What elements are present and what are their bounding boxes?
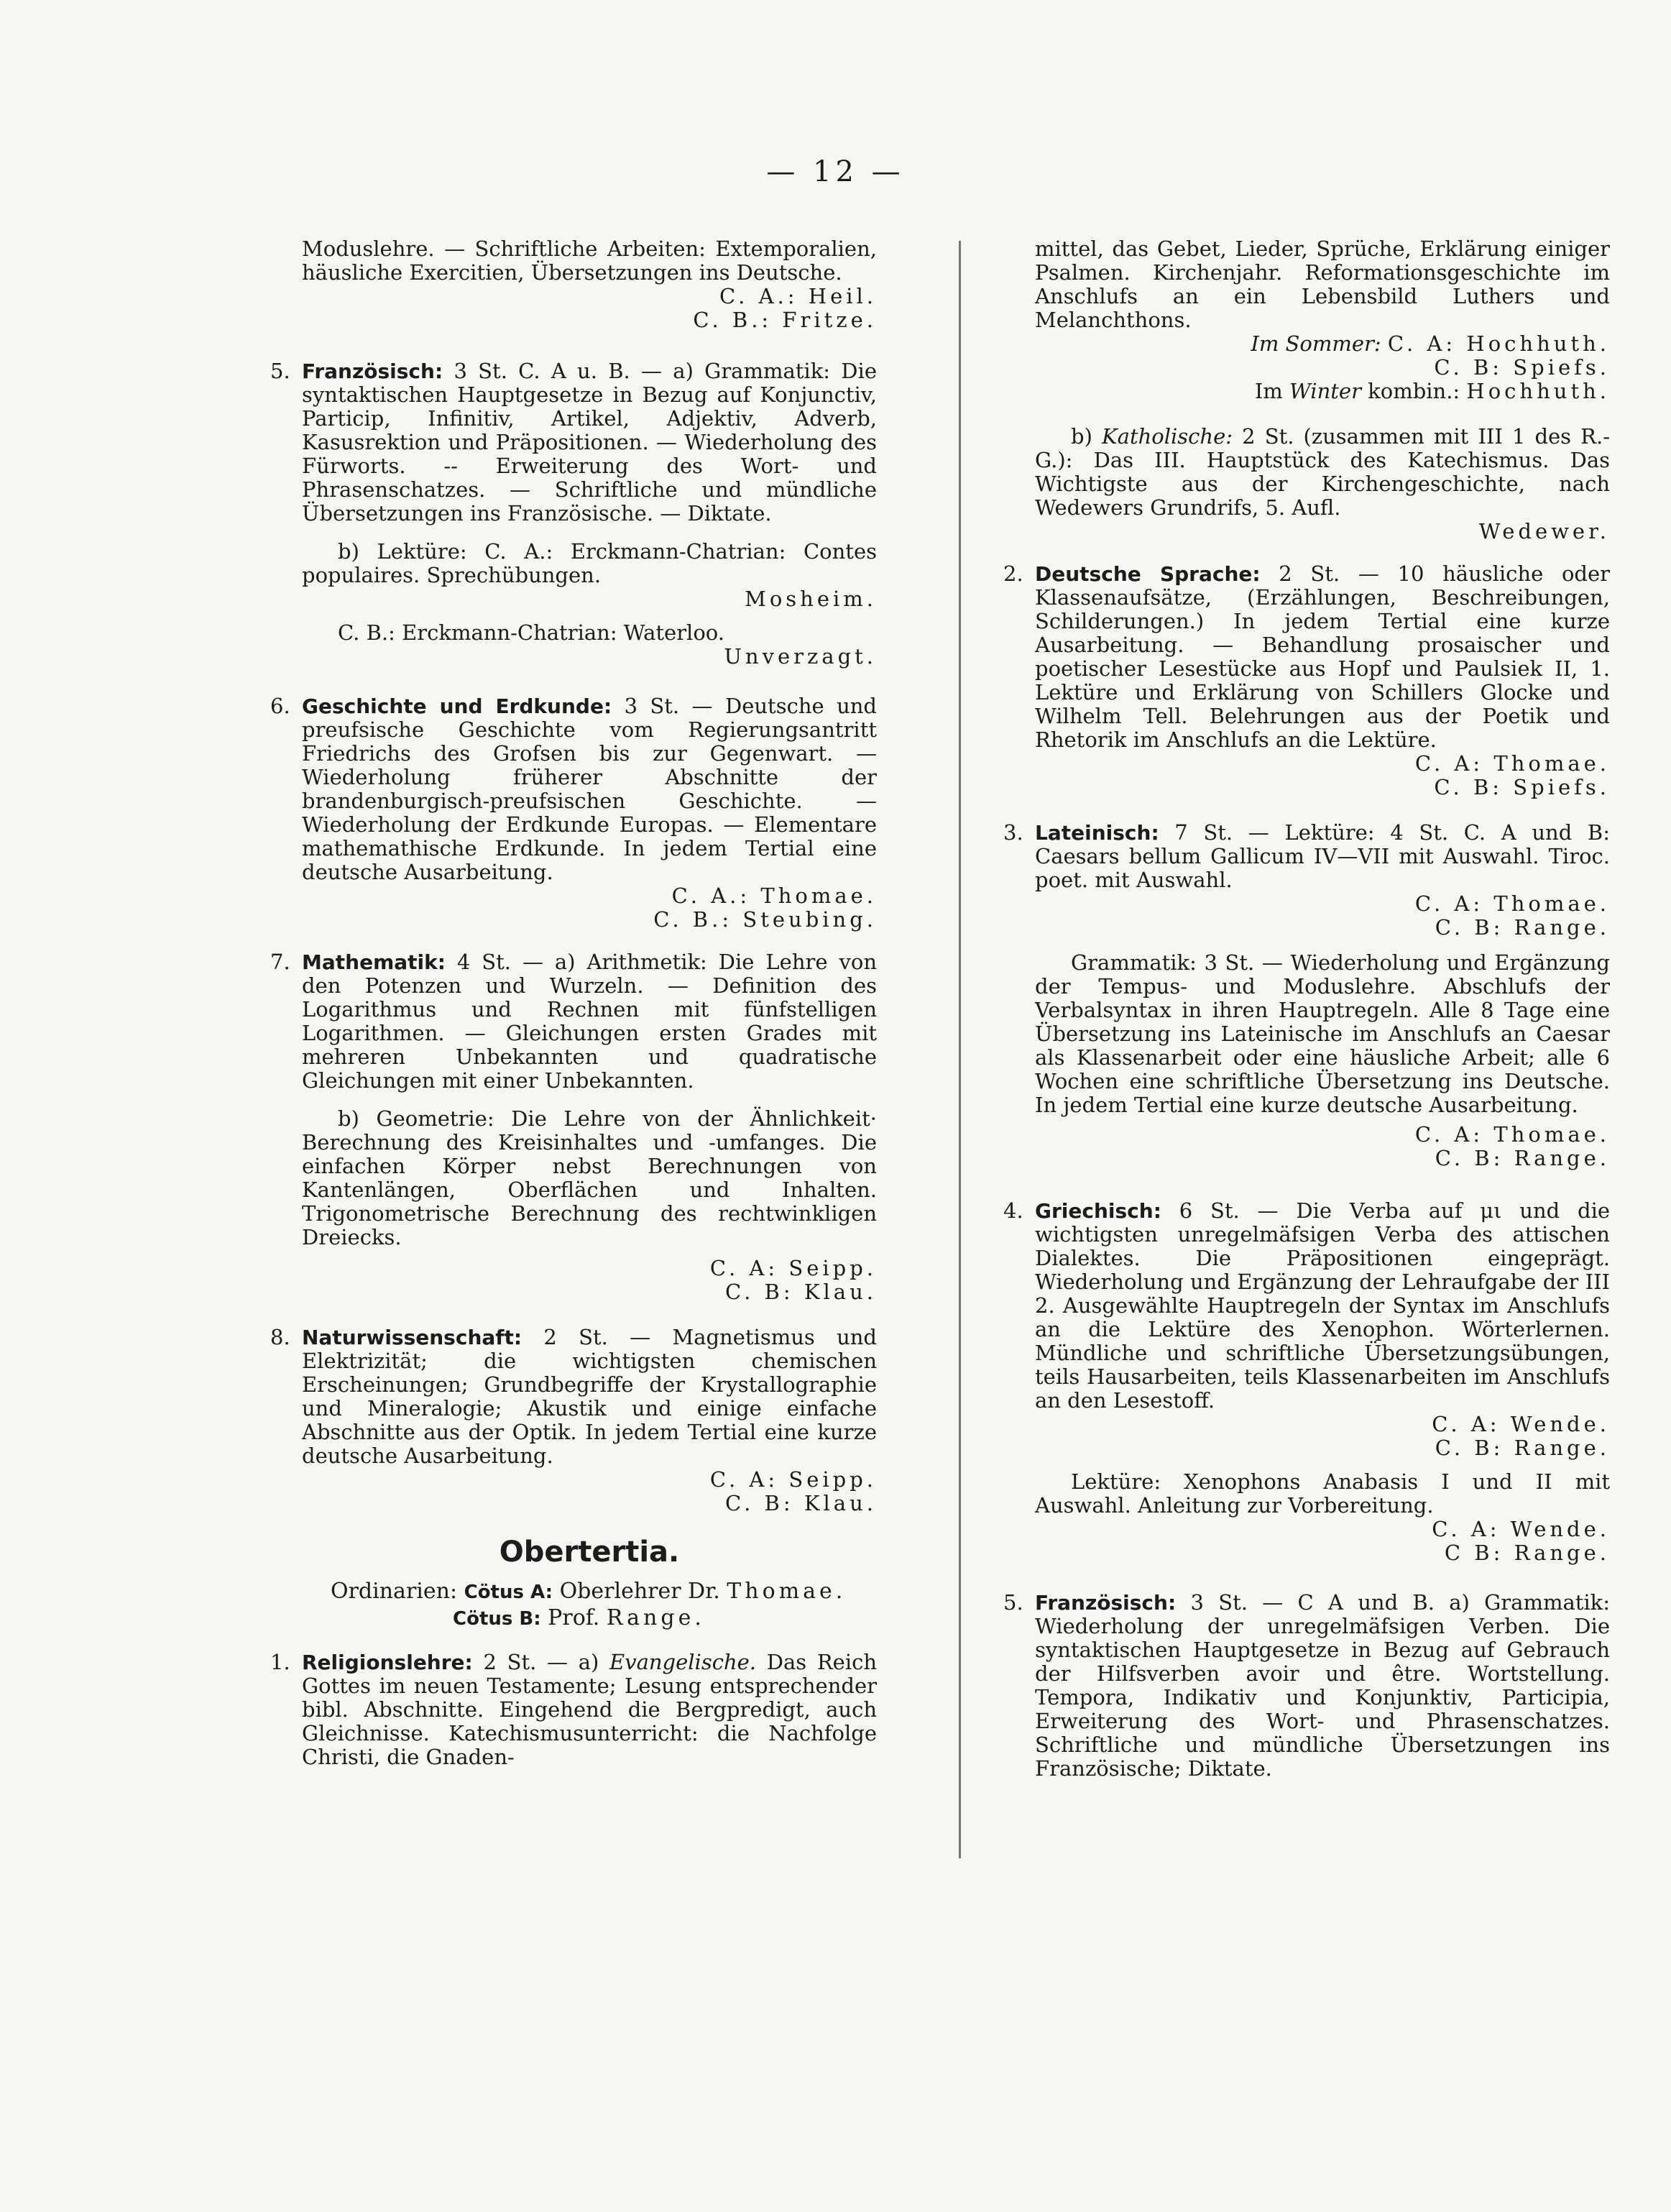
subject-title: Geschichte und Erdkunde: xyxy=(302,694,612,718)
ordinarien-text: Oberlehrer Dr. xyxy=(559,1579,720,1604)
subject-text: b) Lektüre: C. A.: Erckmann-Chatrian: Contes populaires. Sprechübungen. xyxy=(302,539,877,587)
subject-griechisch xyxy=(1003,1198,1611,1565)
teacher: C. A: Thomae. xyxy=(1414,1122,1610,1147)
term-text: kombin.: xyxy=(1368,379,1460,403)
subject-mathematik xyxy=(270,950,877,1304)
right-column xyxy=(1003,237,1611,1781)
item-number: 1. xyxy=(270,1650,290,1674)
item-number: 5. xyxy=(270,359,290,383)
subject-text: b) xyxy=(1071,424,1092,449)
teacher: C. A.: Heil. xyxy=(719,284,877,308)
page-number: — 12 — xyxy=(766,155,905,188)
teacher: C. B: Klau. xyxy=(724,1491,877,1515)
subject-text: Lektüre: Xenophons Anabasis I und II mit Auswahl. Anleitung zur Vorbereitung. xyxy=(1035,1469,1610,1518)
section-heading: Obertertia. xyxy=(499,1536,680,1569)
subject-naturwissenschaft xyxy=(270,1325,877,1515)
item-number: 7. xyxy=(270,950,290,974)
continuation-text: Moduslehre. — Schriftliche Arbeiten: Extemporalien, häusliche Exercitien, Übersetzungen ins Deutsche. xyxy=(302,237,877,285)
subject-text: Das Reich Gottes im neuen Testamente; Lesung entsprechender bibl. Abschnitte. Eingehend die Bergpredigt, auch Gleichnisse. Katechismusunterricht: die Nachfolge Christi, die Gnaden- xyxy=(302,1650,878,1769)
left-column xyxy=(270,237,878,1769)
subject-geschichte xyxy=(270,694,877,932)
cotus-b-label: Cötus B: xyxy=(453,1608,541,1630)
item-number: 3. xyxy=(1003,820,1023,845)
teacher: C. B: Spiefs. xyxy=(1434,775,1610,799)
subject-title: Französisch: xyxy=(302,359,443,383)
teacher: C. A: Thomae. xyxy=(1414,751,1610,776)
subject-deutsch xyxy=(1003,561,1611,799)
subject-text: 6 St. — Die Verba auf μι und die wichtigsten unregelmäfsigen Verba des attischen Dialektes. Die Präpositionen eingeprägt. Wiederholung und Ergänzung der Lehraufgabe der III 2. Ausgewählte Hauptregeln der Syntax im Anschlufs an die Lektüre des Xenophon. Wörterlernen. Mündliche und schriftliche Übersetzungsübungen, teils Hausarbeiten, teils Klassenarbeiten im Anschlufs an den Lesestoff. xyxy=(1035,1198,1611,1413)
teacher: C. A: Seipp. xyxy=(709,1256,877,1280)
subject-title: Französisch: xyxy=(1035,1591,1177,1615)
subject-text: 3 St. C. A u. B. — a) Grammatik: Die syntaktischen Hauptgesetze in Bezug auf Konjunctiv, Particip, Infinitiv, Artikel, Adjektiv, Adverb, Kasusrektion und Präpositionen. — Wiederholung des Fürworts. -- Erweiterung des Wort- und Phrasenschatzes. — Schriftliche und mündliche Übersetzungen ins Französische. — Diktate. xyxy=(302,359,877,526)
teacher: Wedewer. xyxy=(1478,519,1610,543)
item-number: 8. xyxy=(270,1325,290,1349)
subject-franzoesisch xyxy=(270,359,877,669)
subject-text: 2 St. (zusammen mit III 1 des R.-G.): Das III. Hauptstück des Katechismus. Das Wichtigste aus der Kirchengeschichte, nach Wedewers Grundrifs, 5. Aufl. xyxy=(1035,424,1611,520)
subject-text: C. B.: Erckmann-Chatrian: Waterloo. xyxy=(338,620,724,645)
item-number: 4. xyxy=(1003,1198,1023,1223)
subject-lateinisch xyxy=(1003,820,1610,1170)
subject-franzoesisch-obertertia xyxy=(1003,1590,1611,1781)
subject-text: b) Geometrie: Die Lehre von der Ähnlichkeit· Berechnung des Kreisinhaltes und -umfanges. Die einfachen Körper nebst Berechnungen von Kantenlängen, Oberflächen und Inhalten. Trigonometrische Berechnung des rechtwinkligen Dreiecks. xyxy=(302,1106,877,1249)
teacher: C. A.: Thomae. xyxy=(671,884,877,908)
item-number: 2. xyxy=(1003,561,1023,586)
subject-title: Religionslehre: xyxy=(302,1651,473,1674)
teacher: Thomae. xyxy=(727,1579,847,1604)
cotus-a-label: Cötus A: xyxy=(464,1582,553,1603)
subject-text: 2 St. — 10 häusliche oder Klassenaufsätze, (Erzählungen, Beschreibungen, Schilderungen.) In jedem Tertial eine kurze Ausarbeitung. — Behandlung prosaischer und poetischer Lesestücke aus Hopf und Paulsiek II, 1. Lektüre und Erklärung von Schillers Glocke und Wilhelm Tell. Belehrungen aus der Poetik und Rhetorik im Anschlufs an die Lektüre. xyxy=(1035,561,1611,752)
teacher: C. B: Range. xyxy=(1435,1436,1610,1460)
continuation-block xyxy=(302,237,877,332)
subject-text: Grammatik: 3 St. — Wiederholung und Ergänzung der Tempus- und Moduslehre. Abschlufs der Verbalsyntax in ihren Hauptregeln. Alle 8 Tage eine Übersetzung ins Lateinische im Anschlufs an Caesar als Klassenarbeit oder eine häusliche Arbeit; alle 6 Wochen eine schriftliche Übersetzung ins Deutsche. In jedem Tertial eine kurze deutsche Ausarbeitung. xyxy=(1035,950,1610,1117)
item-number: 5. xyxy=(1003,1590,1023,1615)
teacher: Hochhuth. xyxy=(1466,379,1610,403)
teacher: C. B.: Steubing. xyxy=(653,907,877,932)
term-label: Im Sommer: xyxy=(1251,331,1381,356)
subject-title: Deutsche Sprache: xyxy=(1035,562,1261,586)
subject-text: Evangelische. xyxy=(609,1650,757,1674)
continuation-text: mittel, das Gebet, Lieder, Sprüche, Erklärung einiger Psalmen. Kirchenjahr. Reformationsgeschichte im Anschlufs an ein Lebensbild Luthers und Melanchthons. xyxy=(1035,237,1610,332)
teacher: C. A: Wende. xyxy=(1432,1517,1610,1541)
term-label: Winter xyxy=(1289,379,1361,403)
subject-title: Griechisch: xyxy=(1035,1199,1161,1223)
teacher: C. B: Range. xyxy=(1435,1146,1610,1170)
teacher: Unverzagt. xyxy=(724,644,877,669)
teacher: C. B: Range. xyxy=(1435,915,1610,940)
subject-text: 2 St. — Magnetismus und Elektrizität; die wichtigsten chemischen Erscheinungen; Grundbegriffe der Krystallographie und Mineralogie; Akustik und einige einfache Abschnitte aus der Optik. In jedem Tertial eine kurze deutsche Ausarbeitung. xyxy=(302,1325,877,1468)
subject-text: Katholische: xyxy=(1102,424,1233,449)
ordinarien xyxy=(302,1579,877,1632)
teacher: C. B: Spiefs. xyxy=(1434,355,1610,380)
teacher: C. A: Thomae. xyxy=(1414,891,1610,916)
teacher: C. A: Wende. xyxy=(1432,1412,1610,1436)
term-label: Im xyxy=(1254,379,1283,403)
subject-title: Lateinisch: xyxy=(1035,821,1159,845)
ordinarien-label: Ordinarien: xyxy=(331,1579,458,1604)
teacher: C. A: Seipp. xyxy=(709,1467,877,1492)
teacher: C B: Range. xyxy=(1444,1541,1610,1565)
subject-text: 4 St. — a) Arithmetik: Die Lehre von den Potenzen und Wurzeln. — Definition des Logarithmus und Rechnen mit fünfstelligen Logarithmen. — Gleichungen ersten Grades mit mehreren Unbekannten und quadratische Gleichungen mit einer Unbekannten. xyxy=(302,950,877,1093)
subject-religionslehre xyxy=(270,1650,878,1769)
item-number: 6. xyxy=(270,694,290,718)
teacher: C. A: Hochhuth. xyxy=(1387,331,1610,356)
teacher: Range. xyxy=(606,1605,705,1630)
subject-text: 2 St. — a) xyxy=(483,1650,599,1674)
subject-title: Naturwissenschaft: xyxy=(302,1326,523,1349)
subject-text: 7 St. — Lektüre: 4 St. C. A und B: Caesars bellum Gallicum IV—VII mit Auswahl. Tiroc. poet. mit Auswahl. xyxy=(1035,820,1610,892)
subject-text: 3 St. — Deutsche und preufsische Geschichte vom Regierungsantritt Friedrichs des Grofsen bis zur Gegenwart. — Wiederholung früherer Abschnitte der brandenburgisch-preufsischen Geschichte. — Wiederholung der Erdkunde Europas. — Elementare mathemathische Erdkunde. In jedem Tertial eine deutsche Ausarbeitung. xyxy=(302,694,877,884)
continuation-block xyxy=(1035,237,1610,543)
teacher: C. B: Klau. xyxy=(724,1280,877,1304)
column-divider xyxy=(959,241,961,1858)
teacher: C. B.: Fritze. xyxy=(693,308,877,332)
subject-title: Mathematik: xyxy=(302,950,446,974)
ordinarien-text: Prof. xyxy=(548,1605,600,1630)
subject-text: 3 St. — C A und B. a) Grammatik: Wiederholung der unregelmäfsigen Verben. Die syntaktischen Hauptgesetze in Bezug auf Gebrauch der Hilfsverben avoir und être. Wortstellung. Tempora, Indikativ und Konjunktiv, Participia, Erweiterung des Wort- und Phrasenschatzes. Schriftliche und mündliche Übersetzungen ins Französische; Diktate. xyxy=(1035,1590,1611,1781)
teacher: Mosheim. xyxy=(745,587,877,611)
